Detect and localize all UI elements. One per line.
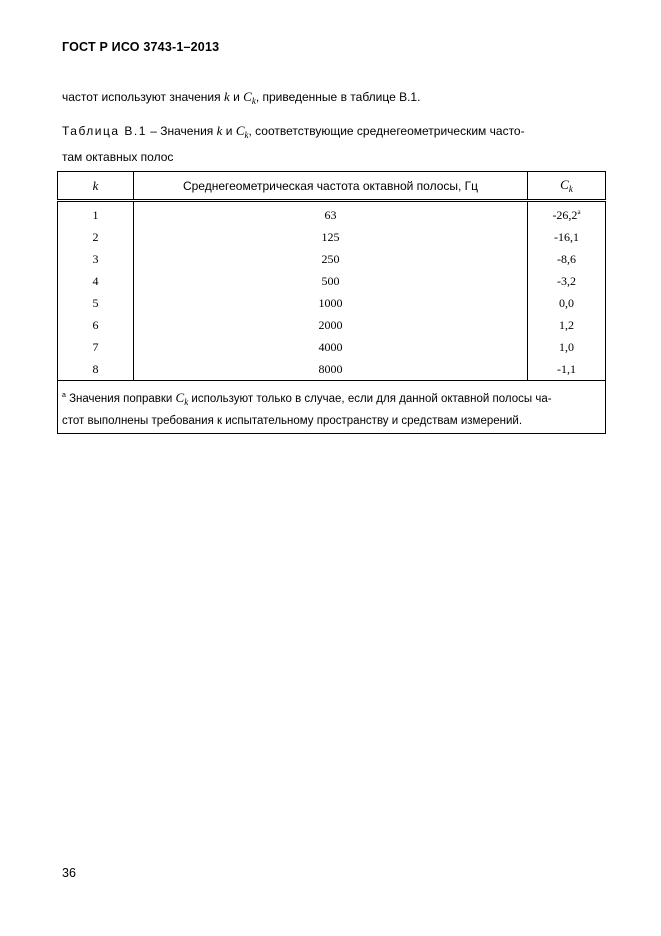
cell-c: -3,2 [528, 270, 606, 292]
footnote-mark: a [62, 392, 66, 399]
cell-c: -8,6 [528, 248, 606, 270]
caption-rest: , соответствующие среднегеометрическим часто- [248, 124, 525, 138]
k-symbol: k [223, 89, 230, 104]
footnote-mark: a [577, 207, 581, 216]
cell-c: -1,1 [528, 358, 606, 381]
table-row [58, 270, 606, 292]
cell-c: 1,0 [528, 336, 606, 358]
k-symbol: k [216, 123, 223, 138]
table-caption-dash: – Значения [150, 124, 214, 138]
correction-table [57, 171, 606, 434]
table-footnote [58, 381, 606, 434]
cell-k: 6 [58, 314, 134, 336]
cell-c [528, 201, 606, 227]
table-caption [62, 123, 525, 140]
c-symbol: C [175, 390, 185, 405]
c-symbol: C [243, 89, 252, 104]
header-c [528, 172, 606, 201]
c-symbol: C [560, 177, 569, 192]
table-row [58, 314, 606, 336]
para-tail: , приведенные в таблице В.1. [255, 90, 421, 104]
table-row [58, 358, 606, 381]
table-row [58, 201, 606, 227]
cell-frequency: 125 [134, 226, 528, 248]
footnote-text-line2: стот выполнены требования к испытательному пространству и средствам измерений. [62, 415, 523, 427]
document-header: ГОСТ Р ИСО 3743-1–2013 [62, 40, 220, 54]
table-row [58, 226, 606, 248]
table-header-row [58, 172, 606, 201]
table-row [58, 248, 606, 270]
cell-frequency: 1000 [134, 292, 528, 314]
cell-c-value: -26,2 [552, 207, 578, 222]
c-subscript: k [184, 397, 189, 407]
cell-k: 3 [58, 248, 134, 270]
footnote-text-rest: используют только в случае, если для данной октавной полосы ча- [191, 393, 552, 405]
c-subscript: k [251, 96, 256, 106]
table-row [58, 292, 606, 314]
cell-k: 1 [58, 201, 134, 227]
cell-k: 2 [58, 226, 134, 248]
cell-k: 7 [58, 336, 134, 358]
header-frequency: Среднегеометрическая частота октавной полосы, Гц [134, 172, 528, 201]
table-row [58, 336, 606, 358]
cell-frequency: 2000 [134, 314, 528, 336]
c-subscript: k [568, 184, 573, 194]
caption-and: и [225, 124, 233, 138]
cell-frequency: 8000 [134, 358, 528, 381]
para-and: и [233, 90, 240, 104]
table-footnote-row [58, 381, 606, 434]
table-caption-line2: там октавных полос [62, 150, 174, 164]
table-caption-label: Таблица В.1 [62, 124, 147, 138]
cell-frequency: 4000 [134, 336, 528, 358]
cell-frequency: 63 [134, 201, 528, 227]
page-number: 36 [62, 866, 76, 880]
cell-c: -16,1 [528, 226, 606, 248]
c-subscript: k [244, 130, 249, 140]
header-k: k [58, 172, 134, 201]
para-text: частот используют значения [62, 90, 221, 104]
c-symbol: C [235, 123, 245, 138]
cell-c: 0,0 [528, 292, 606, 314]
cell-k: 5 [58, 292, 134, 314]
cell-frequency: 500 [134, 270, 528, 292]
cell-frequency: 250 [134, 248, 528, 270]
intro-paragraph [62, 89, 420, 106]
cell-k: 8 [58, 358, 134, 381]
cell-k: 4 [58, 270, 134, 292]
cell-c: 1,2 [528, 314, 606, 336]
footnote-text: Значения поправки [69, 393, 173, 405]
